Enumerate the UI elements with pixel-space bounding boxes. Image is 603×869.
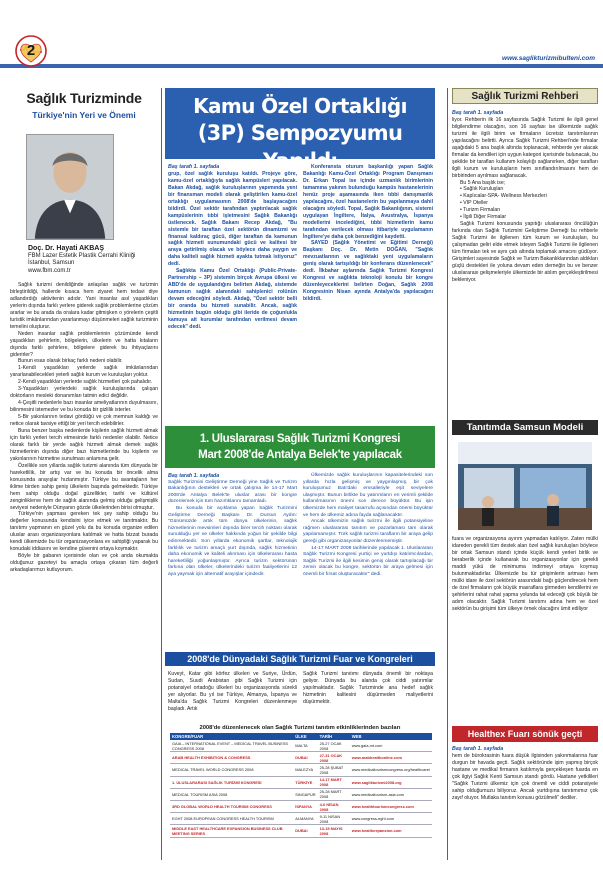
table-cell: TÜRKİYE [293, 776, 317, 788]
table-cell: 1. ULUSLARARASI SAĞLIK TURİZMİ KONGRESİ [170, 776, 293, 788]
table-cell: MEDICAL TRAVEL WORLD CONGRESS 2008 [170, 764, 293, 776]
main-title-line2: (3P) Sempozyumu Yapıldı [197, 121, 403, 173]
samsun-body [452, 536, 598, 612]
site-url[interactable]: www.saglikturizmibulteni.com [502, 55, 595, 62]
paragraph: Böyle bir gabanın içerisinde olan ve çok anda okumakta olduğunuz gazeteyi bu amaçla ortaya çıkaran tüm değerli arkadaşlarımızı kutluyorum. [10, 553, 158, 574]
fair-heading: 2008'de Dünyadaki Sağlık Turizmi Fuar ve Kongreleri [165, 652, 435, 666]
samsun-heading: Tanıtımda Samsun Modeli [452, 420, 598, 435]
table-cell: 3RD GLOBAL WORLD HEALTH TOURISM CONGRESS [170, 800, 293, 812]
table-cell: DUBAI [293, 825, 317, 837]
paragraph: 1-Kendi yaşadıkları yerlerde sağlık imkânlarından yararlanabilecekleri yeterli sağlık kurum ve kuruluşları yoktur. [10, 365, 158, 379]
paragraph: Ülkemizde sağlık kuruluşlarının kapasitelerindeki son yıllarda hızla gelişmiş ve yaygınlaşmış, bir çok kuruluşumuz Batı'daki emsalleriyle eşit seviyelere ulaşmıştır. Bunun birlikte bu yatırımların en verimli şekilde kullanılmasının önemi son derece büyüktür. Bu işin ülkemizde hem maliyet tasarrufu açısından önemi büyüktür ve hem de ülkemiz adına fayda sağlanacaktır. [303, 473, 433, 518]
paragraph: Bu konuda bir açıklama yapan Sağlık Turizmini Geliştirme Derneği Başkanı Dr. Dursun Aydın: "Günümüzde artık tüm dünya ülkelerinin, sağlık hizmetlerinin mevsimleri dışında birer tercih noktası olarak sunulduğu yer ve ülkeler hakkında yoğun bir şekilde bilgi edinmektedir. Son yıllarda ekonomik şartlar, teknolojik farklılık ve turizm amaçlı yurt dışında, sağlık hizmetinin daha ekonomik ve kaliteli alınması için ülkelerarası hasta hareketliliği yoğunlaşmıştır. Ayrıca turizm sektörünün farkına olan ülkeler, ülkelerindeki turizm faaliyetlerini 12 aya yaymak için alternatif arayışlar içindedir. [168, 505, 297, 577]
page-number-badge [14, 34, 48, 68]
list-item: • Kaplıcalar-SPA- Wellness Merkezleri [460, 193, 547, 200]
paragraph: grup, özel sağlık kuruluşu katıldı. Projeye göre, kamu-özel ortaklığıyla sağlık kampüsleri yapılacak. Bakan Akdağ, sağlık kuruluşlarının yapımında yeni bir finansman modeli olarak geliştirilen kamu-özel ortaklığı uygulamasının 2008'de başlayacağını bildirdi. Özel sektör tarafından yaptırılacak sağlık kampüslerinin tıbbi işletmesini Sağlık Bakanlığı üstlenecek. Sağlık Bakanı Recep Akdağ, "Bu sistemle bir taraftan özel sektörün dinamizmi ve finansal kaldıraç gücü, diğer taraftan da kamunun sağlık hizmeti sunumundaki gücü ve kalitesi bir araya getirilmiş olacak ve böylece daha yaygın ve daha kaliteli sağlık hizmeti ayakta tutmak istiyoruz" dedi. [168, 170, 297, 268]
samsun-photo [458, 442, 592, 530]
paragraph: Buna benzer başka nedenlerde kişilerin sağlık hizmeti almak için farklı yerleri tercih etmesinde farklı nedenler olabilir. Netice olarak farklı bir yerde sağlık hizmeti almak demek sağlık hizmetlerinin dışında diğer bazı hizmetlerinde bu kişilerin ve yakınlarının hizmetine sunulması anlamına gelir. [10, 428, 158, 462]
column-divider [447, 88, 448, 860]
portrait-image [27, 135, 113, 239]
table-cell: 25-28 ŞUBAT 2008 [318, 764, 350, 776]
table-cell: SINGAPUR [293, 788, 317, 800]
table-cell[interactable]: www.healthexpansion.com [350, 825, 432, 837]
author-org: FBM Lazer Estetik Plastik Cerrahi Kliniği [28, 252, 136, 259]
fair-stand-image [458, 442, 592, 530]
table-cell: 14-17 MART 2008 [318, 776, 350, 788]
paragraph: Ancak ülkemizin sağlık turizmi ile ilgili potansiyeline rağmen uluslararası tanıtım ve pazarlaması tam olarak yapılamamıştır. Türk sağlık turizmi tarafların bir araya gelip gereği gibi organizasyonlar düzenlenmemiştir. [303, 519, 433, 544]
page-number: 2 [26, 42, 36, 59]
paragraph: 2-Kendi yaşadıkları yerlerde sağlık hizmetleri çok pahalıdır. [18, 379, 153, 386]
paragraph: Bu 5 Ana başlık ise; [460, 179, 506, 186]
table-cell: MALEZYA [293, 764, 317, 776]
table-row [170, 825, 432, 837]
left-article-subtitle: Türkiye'nin Yeri ve Önemi [32, 110, 136, 120]
fair-table-title: 2008'de düzenlenecek olan Sağlık Turizmi tanıtım etkinliklerinden bazıları [199, 725, 401, 731]
continued-note: Baş tarafı 1. sayfada [452, 746, 504, 752]
paragraph: Türkiye'nin yapması gereken tek şey sahip olduğu bu değerler konusunda kendisini iyice etmek ve tanıtmaktır. Bu tanıtımı yapmanın en güzel yolu da bu konuda organize edilen uluslar arası organizasyonlara katılmak ve hatta bizzat burada kendi ülkemizde bu tür organizasyonlara ev sahipliği yaparak bu konudaki iddiasını ve kendine güvenini ortaya koymaktır. [10, 511, 158, 553]
column-divider [161, 88, 162, 860]
guide-body [452, 110, 598, 284]
author-photo [26, 134, 114, 240]
paragraph: hem de bürokrasinin fuara düşük ilgisinden yakınmalarına fuar durgun bir havada geçti. Sağlık sektöründe işim yapmış birçok hastane ve medikal firmanın katılımıyla gerçekleşen fuarda en çok ilgiyi Sağlık Kenti Samsun standı gördü. Hastane yetkilileri "Sağlık Turizmi ülkemiz için çok önemli ve ciddi potansiyele sahip olduğumuzu biliyoruz. Ancak yurtdışına tanıtımımız çok zayıf oluyor. Mutlaka tanıtım konusu gözülmeli" dediler. [452, 752, 598, 801]
table-cell: 25-28 MART 2008 [318, 788, 350, 800]
paragraph: Bunun esas olarak birkaç farklı nedeni olabilir. [18, 358, 123, 365]
guide-heading: Sağlık Turizmi Rehberi [452, 88, 598, 104]
table-row [170, 813, 432, 825]
paragraph: SAYED (Sağlık Yönetimi ve Eğitimi Derneği) Başkanı Doç. Dr. Metin DOĞAN, "Sağlık mevzuatlarının ve sağlıktaki yeni uygulamaların geniş olarak tartışıldığı bir konferans düzenlenecek" dedi. İlkbahar aylarında Sağlık Turizmi Kongresi Kongresi ve sağlıkta teknoloji konulu bir kongre düzenleyeceklerini belirten Doğan, Sağlık 2008 Kongresinin Nisan ayında Antalya'da yapılacağını bildirdi. [303, 240, 433, 303]
table-cell: 27-31 OCAK 2008 [318, 752, 350, 764]
fair-table [170, 733, 432, 838]
column-header: KONGRE/FUAR [170, 733, 293, 740]
table-cell[interactable]: www.arabhealthonline.com [350, 752, 432, 764]
paragraph: Sağlık Turizmi tanıtımı dünyada önemli bir noktaya geliyor. Dünyada bu alanda çok ciddi yatırımlar yapılmaktadır. Sağlık Turizminde ana hedef sağlık hizmetinin kalitesini düşürmeden maliyetlerini düşürmektir. [303, 671, 433, 705]
congress-col1 [168, 473, 297, 579]
table-cell: ALMANYA [293, 813, 317, 825]
continued-note: Baş tarafı 1. sayfada [452, 110, 504, 116]
header-rule [0, 64, 603, 68]
paragraph: 4-Çeşitli nedenlerle bazı insanlar ameliyatlarının duyulmasını, bilinmesini istemezler ve bu konuda bir gizlilik isterler. [10, 400, 159, 414]
table-row [170, 800, 432, 812]
table-row [170, 764, 432, 776]
list-item: • Turizm Firmaları [460, 207, 501, 214]
table-cell: GAIA – INTERNATIONAL EVENT – MEDICAL TRAVEL BUSINESS CONGRESS 2008 [170, 740, 293, 752]
table-row [170, 740, 432, 752]
table-header-row [170, 733, 432, 740]
table-cell: MALTA [293, 740, 317, 752]
main-article-col1 [168, 164, 297, 331]
column-header: ÜLKE [293, 733, 317, 740]
author-info [28, 245, 158, 275]
table-row [170, 788, 432, 800]
fair-col1 [168, 671, 297, 712]
table-cell[interactable]: www.medicaltourismcongress.org/healthcare/ [350, 764, 432, 776]
main-title-line1: Kamu Özel Ortaklığı [193, 94, 407, 118]
paragraph: Özellikle son yıllarda sağlık turizmi alanında tüm dünyada bir hareketlilik, bir artış var ve bu konuda bir öncelik alma konusunda arayışlar hızlanmıştır. Türkiye bu avantajların her iklime birden sahip geniş ülkelerin başında gelmektedir. Türkiye hem sahip olduğu doğal güzellikler, tarihi ve kültürel zenginliklerve hem de sağlık alanında gelmiş olduğu gelişmişlik seviyesi nedeniyle Dünyanın gözde ülkelerinden birisi olmuştur. [10, 462, 158, 511]
paragraph: Neden insanlar sağlık problemlerinin çözümünde kendi yaşadıkları şehirlerin, bölgelerin, ülkelerin ve hatta kıtaların dışında farklı şehirlere, bölgelere giderek bu ihtiyaçlarını giderirler? [10, 330, 158, 358]
healthex-heading: Healthex Fuarı sönük geçti [452, 726, 598, 742]
list-item: • VIP Oteller [460, 200, 488, 207]
table-cell: MEDICAL TOURISM ASIA 2008 [170, 788, 293, 800]
table-cell: 13-15 MAYIS 2008 [318, 825, 350, 837]
paragraph: 14-17 MART 2008 tarihlerinde yapılacak 1. Uluslararası Sağlık Turizmi Kongresi yurtiçi ve yurtdışı katılımcılardan, Sağlık Turizmi ile ilgili kesimin geniş olarak tartışılacağı bir zemin olacak bu kongre, sektörün bir araya gelmesi için önemli bir fırsat oluşturacaktır" dedi. [303, 545, 433, 577]
column-header: TARİH [318, 733, 350, 740]
author-name: Doç. Dr. Hayati AKBAŞ [28, 245, 104, 252]
list-item: • İlgili Diğer Firmalar [460, 214, 507, 221]
table-cell: İSPANYA [293, 800, 317, 812]
table-cell: 25-27 OCAK 2008 [318, 740, 350, 752]
paragraph: Sağlık Turizmi konusunda yapıtığı uluslararası öncülüğün farkında olan Sağlık Turizmini Geliştirme Derneği bu rehberle Sağlık Turizmi ile ilgilenen tüm kurum ve kuruluşları, bu çalışmadan geliri elde etmek isteyen Sağlık Turizmi ile ilgilenen tüm firmaları tek ve aynı çatı altında toplamak amacını güdüyor. Girişimleri sayesinde Sağlık ve Turizm Bakanlıklarından aldıkları güçlü destekleri ile yoluna devam eden derneğin bu ve benzer uluslararası gelişmeleriyle ülkemizde bir atılım gerçekleştirilmesi bekleniyor. [452, 221, 598, 283]
column-header: WEB [350, 733, 432, 740]
congress-col2 [303, 473, 433, 579]
list-item: • Sağlık Kuruluşları [460, 186, 504, 193]
table-cell: DUBAI [293, 752, 317, 764]
congress-title-line1: 1. Uluslararası Sağlık Turizmi Kongresi [199, 433, 401, 445]
table-row [170, 776, 432, 788]
left-article-body [10, 282, 158, 574]
paragraph: Konferansta oturum başkanlığı yapan Sağlık Bakanlığı Kamu-Özel Ortaklığı Program Danışmanı Dr. Erkan Topal ise içinde uzmanlık birimlerinin tamamına yakının bulunduğu kampüs hastanelerinin henüz proje aşamasında iken tıbbi danışmanlık yapılacağını, özel hastanelerin bu yapılanmaya dahil olacağını söyledi. Topal, Sağlık Bakanlığının, sistemi uygulayan İngiltere, İtalya, Avustralya, İspanya modellerini incelediğini, tıbbi hizmetlerin kamu tarafından verilecek olması itibariyle uygulamanın İngiltere'ye daha çok benzediğini kaydetti. [303, 164, 433, 240]
main-article-col2 [303, 164, 433, 303]
paragraph: fuara ve organizasyona ayırım yapmadan katılıyor. Zaten mülki idareden gerekli tüm destek alan özel sağlık kuruluşları böylece bir ortak Samsun standı içinde küçük kendi yerleri birlik ve beraberlik içinde kullanarak bu organizasyonlar için gerekli maddi yükü de minimuma indirmeyi ortaya koymuş bulunmaktadırlar. Ülkemizde bu tür girişimlerin artması hem mülki idare ile özel sektörün arasındaki bağı güçlendirecek hem de özel firmaların çok büyük masraflara girmeden kendilerini ve şehirlerini rahat rahat yapma yolunda tat edeceği çok büyük bir adım olacaktır. Sağlık Turizmi tanıtımı adına hem ve özel sektörün bu girişimi tüm ülkeye örnek olacağını ümit ediliyor [452, 536, 598, 612]
paragraph: Kuveyt, Katar gibi körfez ülkeleri ve Suriye, Ürdün, Sudan, Suudi Arabistan gibi Sağlık Turizmi için potansiyel ortadoğu ülkeleri bu organizasyonda sürekli yer alıyorlar. Bu yıl ise Türkiye, Almanya, İspanya ve Malta'da Sağlık Turizmi Kongreleri düzenlenmeye başladı. Artık [168, 671, 297, 712]
fair-col2 [303, 671, 433, 706]
left-article-heading [10, 90, 158, 120]
table-cell: 9-11 NİSAN 2008 [318, 813, 350, 825]
continued-note: Baş tarafı 1. sayfada [168, 473, 220, 479]
left-article-title: Sağlık Turizminde [26, 90, 142, 106]
continued-note: Baş tarafı 1. sayfada [168, 164, 220, 170]
table-row [170, 752, 432, 764]
table-cell[interactable]: www.congress-eght.com [350, 813, 432, 825]
table-cell[interactable]: www.healthtourismcongress.com [350, 800, 432, 812]
table-cell: MIDDLE EAST HEALTHCARE EXPANSION BUSINESS CLUB MEETING SERIES [170, 825, 293, 837]
paragraph: Sağlık Turizmini Geliştirme Derneği yine Sağlık ve Turizm Bakanlığının destekleri ve ortak çalışma ile 14-17 Mart 2008'de Antalya Belek'te uluslar arası bir kongre düzenlemek için tüm hazırlıklarını tamamladı. [168, 479, 297, 505]
paragraph: 3-Yaşadıkları yerlerdeki sağlık kuruluşlarında çalışan doktorların mesleki donanımları tatmin edici değildir. [10, 386, 158, 400]
paragraph: 5-Bir yakınlarının tedavi gördüğü ve çok memnun kaldığı ve netice olarak tavsiye ettiği bir yeri tercih edebilirler. [10, 414, 158, 428]
author-city: İstanbul, Samsun [28, 260, 75, 266]
table-cell[interactable]: www.medicaltourism-asia.com [350, 788, 432, 800]
table-cell[interactable]: www.gaia-mt.com [350, 740, 432, 752]
table-cell: ARAB HEALTH EXHIBITION & CONGRESS [170, 752, 293, 764]
healthex-body [452, 746, 598, 802]
paragraph: Sağlık turizmi denildiğinde anlaşılan sağlık ve turizmin birleştirildiği, hallerde kısaca hem ziyaret hem tedavi diye adlandırdığı aktivitenin adıdır. Yani insanlar asıl yaşadıkları yerlerin dışında farklı yerlere giderek sağlık problemlerine çözüm ararlar ve bu arada da oralara kadar gitmişken o yörelerin çeşitli turistik imkânlarından yararlanmayı düşünmeleri sağlık turizminin temelini oluşturur. [10, 282, 158, 330]
congress-heading [165, 426, 435, 468]
table-cell[interactable]: www.saglikturizmi2008.org [350, 776, 432, 788]
table-cell: 4-6 NİSAN 2008 [318, 800, 350, 812]
paragraph: liyor. Rehberin ilk 16 sayfasında Sağlık Turizmi ile ilgili genel bilgilendirme olacağını, son 16 sayfası ise ülkemizde sağlık turizmi ile ilgili birim ve firmaların ücretsiz tanıtımlarının yapılacağını belirtti. Ayrıca Sağlık Turizmi Rehberi'nde firmalar aşağıdaki 5 ana başlık altında toplanacak, rehberde yer alacak firmalar da kendileri için uygun kategori içerisinde bulunacak, bu şekilde bir tarafları kullanım kolaylığı sağlanırken, diğer tarafları ilgili kurum ve kuruluşların hem sınıflandırılmasını hem de birbirinden ayrılması sağlanacak. [452, 116, 598, 179]
paragraph: Sağlıkta Kamu Özel Ortaklığı (Public-Private-Partnership – 3P) sistemin birçok Avrupa ülkesi ve ABD'de de uygulandığını belirten Akdağ, sistemde kamunun sağlık alanındaki sahiplenici rolünün devam edeceğini söyledi. Akdağ, "Özel sektör belli bir oranda bu hizmeti sunabilir. Ancak, sağlık hizmetinin bugün olduğu gibi ileride de çoğunlukla kamuya ait kurumlar tarafından verilmesi devam edecek" dedi. [168, 268, 297, 330]
author-web[interactable]: www.fbm.com.tr [28, 267, 71, 274]
table-cell: EGHT 2008 EUROPEAN CONGRESS HEALTH TOURISM [170, 813, 293, 825]
congress-title-line2: Mart 2008'de Antalya Belek'te yapılacak [198, 449, 402, 461]
